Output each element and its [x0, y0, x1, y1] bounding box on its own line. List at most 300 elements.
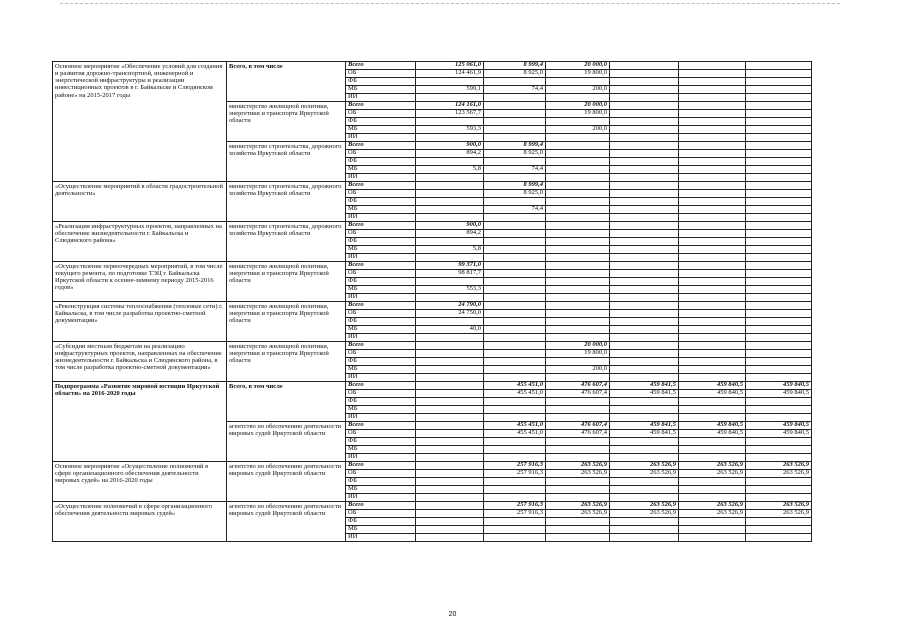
amount-cell: 263 526,9 — [546, 462, 610, 470]
amount-cell — [679, 246, 746, 254]
amount-cell — [546, 286, 610, 294]
amount-cell — [610, 398, 679, 406]
amount-cell: 263 526,9 — [546, 470, 610, 478]
amount-cell — [746, 294, 812, 302]
funding-source: ИИ — [346, 134, 416, 142]
amount-cell — [746, 406, 812, 414]
amount-cell — [746, 254, 812, 262]
funding-source: Всего — [346, 382, 416, 390]
amount-cell — [610, 246, 679, 254]
measure-name: «Осуществление мероприятий в области градостроительной деятельности» — [53, 182, 227, 222]
amount-cell: 124 161,0 — [416, 102, 484, 110]
measure-name: «Субсидии местным бюджетам на реализацию инфраструктурных проектов, направленных на обеспечение жизнедеятельности г. Байкальска и Слюдянского района, в том числе разработка проектно-сметной документации» — [53, 342, 227, 382]
amount-cell — [546, 118, 610, 126]
amount-cell — [679, 70, 746, 78]
amount-cell — [610, 334, 679, 342]
amount-cell: 8 999,4 — [484, 62, 546, 70]
amount-cell — [546, 302, 610, 310]
amount-cell — [610, 534, 679, 542]
amount-cell — [416, 366, 484, 374]
amount-cell — [679, 518, 746, 526]
amount-cell — [746, 358, 812, 366]
amount-cell — [546, 230, 610, 238]
amount-cell — [484, 118, 546, 126]
amount-cell — [546, 494, 610, 502]
amount-cell — [484, 222, 546, 230]
amount-cell — [679, 262, 746, 270]
amount-cell — [746, 310, 812, 318]
amount-cell — [679, 254, 746, 262]
amount-cell — [679, 310, 746, 318]
funding-source: ОБ — [346, 190, 416, 198]
funding-source: ИИ — [346, 454, 416, 462]
amount-cell — [746, 238, 812, 246]
amount-cell — [546, 358, 610, 366]
amount-cell: 593,3 — [416, 126, 484, 134]
amount-cell — [416, 398, 484, 406]
measure-name: Подпрограмма «Развитие мировой юстиции Иркутской области» на 2016-2020 годы — [53, 382, 227, 462]
table-row — [53, 262, 812, 270]
amount-cell — [484, 278, 546, 286]
amount-cell — [746, 454, 812, 462]
amount-cell: 263 526,9 — [746, 470, 812, 478]
amount-cell — [416, 118, 484, 126]
amount-cell — [484, 174, 546, 182]
amount-cell: 455 451,0 — [484, 422, 546, 430]
measure-name: «Реконструкция системы теплоснабжения (тепловые сети) г. Байкальска, в том числе разработка проектно-сметной документации» — [53, 302, 227, 342]
amount-cell: 263 526,9 — [679, 502, 746, 510]
amount-cell: 74,4 — [484, 206, 546, 214]
amount-cell — [610, 446, 679, 454]
amount-cell: 263 526,9 — [610, 470, 679, 478]
funding-source: МБ — [346, 246, 416, 254]
amount-cell — [546, 374, 610, 382]
funding-source: Всего — [346, 262, 416, 270]
amount-cell — [610, 158, 679, 166]
amount-cell — [746, 190, 812, 198]
amount-cell: 8 925,0 — [484, 150, 546, 158]
amount-cell — [416, 134, 484, 142]
amount-cell — [484, 518, 546, 526]
funding-source: ОБ — [346, 230, 416, 238]
funding-source: МБ — [346, 286, 416, 294]
amount-cell: 74,4 — [484, 166, 546, 174]
amount-cell — [546, 318, 610, 326]
amount-cell — [746, 222, 812, 230]
amount-cell — [746, 334, 812, 342]
amount-cell: 98 817,7 — [416, 270, 484, 278]
funding-source: ОБ — [346, 110, 416, 118]
funding-source: МБ — [346, 86, 416, 94]
amount-cell — [679, 326, 746, 334]
amount-cell — [610, 406, 679, 414]
amount-cell: 476 607,4 — [546, 390, 610, 398]
amount-cell: 900,0 — [416, 142, 484, 150]
amount-cell — [416, 414, 484, 422]
funding-source: МБ — [346, 206, 416, 214]
amount-cell — [416, 94, 484, 102]
amount-cell — [679, 486, 746, 494]
amount-cell — [484, 398, 546, 406]
amount-cell — [546, 158, 610, 166]
funding-source: МБ — [346, 446, 416, 454]
table-row — [53, 182, 812, 190]
amount-cell — [746, 278, 812, 286]
amount-cell — [610, 102, 679, 110]
amount-cell — [679, 342, 746, 350]
measure-name: «Осуществление полномочий в сфере организационного обеспечения деятельности мировых судей» — [53, 502, 227, 542]
funding-source: Всего — [346, 502, 416, 510]
amount-cell — [610, 78, 679, 86]
amount-cell — [610, 518, 679, 526]
amount-cell — [679, 126, 746, 134]
funding-source: ОБ — [346, 350, 416, 358]
funding-source: МБ — [346, 526, 416, 534]
amount-cell — [679, 414, 746, 422]
amount-cell — [746, 446, 812, 454]
amount-cell — [416, 358, 484, 366]
amount-cell — [746, 110, 812, 118]
amount-cell — [546, 222, 610, 230]
amount-cell — [416, 206, 484, 214]
amount-cell: 459 840,5 — [746, 382, 812, 390]
amount-cell — [546, 406, 610, 414]
funding-source: МБ — [346, 406, 416, 414]
amount-cell — [546, 78, 610, 86]
amount-cell — [484, 334, 546, 342]
amount-cell — [484, 270, 546, 278]
amount-cell — [484, 126, 546, 134]
amount-cell — [484, 262, 546, 270]
amount-cell — [610, 486, 679, 494]
funding-source: ФБ — [346, 438, 416, 446]
funding-source: ИИ — [346, 214, 416, 222]
amount-cell — [679, 222, 746, 230]
amount-cell — [746, 478, 812, 486]
amount-cell — [679, 238, 746, 246]
amount-cell — [746, 246, 812, 254]
amount-cell — [546, 262, 610, 270]
funding-source: МБ — [346, 126, 416, 134]
amount-cell — [484, 158, 546, 166]
amount-cell — [416, 534, 484, 542]
amount-cell — [679, 78, 746, 86]
amount-cell: 459 841,5 — [610, 430, 679, 438]
table-row — [53, 382, 812, 390]
amount-cell — [679, 438, 746, 446]
amount-cell — [679, 374, 746, 382]
amount-cell — [484, 494, 546, 502]
funding-source: ФБ — [346, 518, 416, 526]
executor-name: министерство строительства, дорожного хозяйства Иркутской области — [227, 222, 346, 262]
amount-cell — [746, 262, 812, 270]
measure-name: «Осуществление первоочередных мероприятий, в том числе текущего ремонта, по подготовке ТЭЦ г. Байкальска Иркутской области к осенне-зимнему периоду 2015-2016 годов» — [53, 262, 227, 302]
amount-cell — [484, 478, 546, 486]
amount-cell — [610, 254, 679, 262]
page-number: 20 — [448, 611, 457, 618]
amount-cell: 20 000,0 — [546, 62, 610, 70]
amount-cell — [610, 366, 679, 374]
funding-source: ИИ — [346, 374, 416, 382]
amount-cell — [746, 78, 812, 86]
executor-name: агентство по обеспечению деятельности мировых судей Иркутской области — [227, 502, 346, 542]
funding-source: ФБ — [346, 358, 416, 366]
funding-source: ФБ — [346, 318, 416, 326]
amount-cell — [746, 126, 812, 134]
funding-source: ФБ — [346, 78, 416, 86]
amount-cell — [610, 342, 679, 350]
amount-cell: 263 526,9 — [610, 510, 679, 518]
amount-cell — [679, 366, 746, 374]
amount-cell — [484, 454, 546, 462]
amount-cell — [484, 214, 546, 222]
amount-cell — [679, 158, 746, 166]
funding-source: МБ — [346, 366, 416, 374]
funding-source: ИИ — [346, 294, 416, 302]
amount-cell — [416, 238, 484, 246]
amount-cell: 8 999,4 — [484, 182, 546, 190]
amount-cell: 553,3 — [416, 286, 484, 294]
amount-cell: 257 916,3 — [484, 470, 546, 478]
amount-cell — [610, 110, 679, 118]
amount-cell — [610, 414, 679, 422]
amount-cell — [610, 134, 679, 142]
executor-name: Всего, в том числе — [227, 62, 346, 102]
amount-cell — [610, 438, 679, 446]
amount-cell — [679, 94, 746, 102]
amount-cell — [416, 526, 484, 534]
amount-cell — [610, 230, 679, 238]
amount-cell — [416, 446, 484, 454]
amount-cell — [610, 454, 679, 462]
amount-cell: 894,2 — [416, 150, 484, 158]
amount-cell — [484, 102, 546, 110]
amount-cell — [546, 398, 610, 406]
funding-source: ИИ — [346, 334, 416, 342]
amount-cell — [746, 534, 812, 542]
amount-cell — [679, 62, 746, 70]
amount-cell: 40,0 — [416, 326, 484, 334]
amount-cell — [679, 318, 746, 326]
amount-cell: 459 841,5 — [610, 422, 679, 430]
amount-cell — [746, 270, 812, 278]
amount-cell — [610, 310, 679, 318]
funding-source: МБ — [346, 166, 416, 174]
amount-cell — [679, 174, 746, 182]
table-row — [53, 502, 812, 510]
funding-source: ИИ — [346, 94, 416, 102]
amount-cell — [546, 446, 610, 454]
amount-cell — [416, 430, 484, 438]
funding-source: ОБ — [346, 390, 416, 398]
amount-cell: 459 840,5 — [746, 390, 812, 398]
amount-cell: 257 916,3 — [484, 462, 546, 470]
amount-cell — [546, 166, 610, 174]
amount-cell: 19 800,0 — [546, 350, 610, 358]
amount-cell — [746, 206, 812, 214]
amount-cell — [484, 302, 546, 310]
amount-cell — [746, 174, 812, 182]
amount-cell — [679, 206, 746, 214]
amount-cell — [746, 214, 812, 222]
amount-cell — [546, 174, 610, 182]
executor-name: министерство жилищной политики, энергетики и транспорта Иркутской области — [227, 342, 346, 382]
amount-cell — [679, 118, 746, 126]
scan-top-edge — [60, 3, 840, 5]
amount-cell — [416, 382, 484, 390]
amount-cell: 24 790,0 — [416, 302, 484, 310]
amount-cell — [679, 358, 746, 366]
funding-source: ФБ — [346, 278, 416, 286]
amount-cell — [610, 262, 679, 270]
amount-cell — [746, 518, 812, 526]
funding-source: Всего — [346, 422, 416, 430]
amount-cell — [416, 174, 484, 182]
amount-cell — [546, 326, 610, 334]
amount-cell — [484, 342, 546, 350]
amount-cell — [416, 478, 484, 486]
amount-cell — [679, 302, 746, 310]
amount-cell: 257 916,3 — [484, 510, 546, 518]
amount-cell — [484, 534, 546, 542]
executor-name: министерство жилищной политики, энергетики и транспорта Иркутской области — [227, 302, 346, 342]
amount-cell — [416, 438, 484, 446]
funding-source: ФБ — [346, 198, 416, 206]
amount-cell — [484, 318, 546, 326]
amount-cell — [679, 110, 746, 118]
amount-cell: 8 999,4 — [484, 142, 546, 150]
amount-cell: 263 526,9 — [546, 510, 610, 518]
amount-cell: 263 526,9 — [679, 470, 746, 478]
amount-cell — [746, 182, 812, 190]
amount-cell — [416, 494, 484, 502]
table-row — [53, 342, 812, 350]
amount-cell — [416, 182, 484, 190]
amount-cell: 459 841,5 — [610, 390, 679, 398]
amount-cell — [679, 534, 746, 542]
amount-cell — [546, 534, 610, 542]
amount-cell: 99 371,0 — [416, 262, 484, 270]
executor-name: министерство строительства, дорожного хозяйства Иркутской области — [227, 182, 346, 222]
amount-cell — [746, 134, 812, 142]
amount-cell — [679, 134, 746, 142]
amount-cell: 894,2 — [416, 230, 484, 238]
amount-cell: 476 607,4 — [546, 430, 610, 438]
amount-cell: 263 526,9 — [679, 510, 746, 518]
table-row — [53, 62, 812, 70]
amount-cell — [746, 326, 812, 334]
amount-cell: 459 840,5 — [679, 382, 746, 390]
amount-cell: 8 925,0 — [484, 190, 546, 198]
amount-cell: 459 840,5 — [746, 430, 812, 438]
amount-cell — [746, 494, 812, 502]
amount-cell — [416, 518, 484, 526]
amount-cell: 900,0 — [416, 222, 484, 230]
amount-cell — [679, 86, 746, 94]
amount-cell — [610, 126, 679, 134]
amount-cell: 263 526,9 — [746, 502, 812, 510]
amount-cell — [416, 318, 484, 326]
amount-cell — [746, 118, 812, 126]
funding-source: ИИ — [346, 534, 416, 542]
funding-source: ФБ — [346, 158, 416, 166]
amount-cell — [416, 342, 484, 350]
amount-cell: 20 000,0 — [546, 342, 610, 350]
amount-cell — [416, 190, 484, 198]
amount-cell: 263 526,9 — [546, 502, 610, 510]
funding-source: ОБ — [346, 310, 416, 318]
funding-source: ОБ — [346, 510, 416, 518]
amount-cell — [416, 422, 484, 430]
amount-cell — [416, 502, 484, 510]
amount-cell: 599,1 — [416, 86, 484, 94]
amount-cell — [746, 486, 812, 494]
amount-cell — [484, 286, 546, 294]
amount-cell — [746, 398, 812, 406]
amount-cell — [546, 526, 610, 534]
measure-name: «Реализация инфраструктурных проектов, направленных на обеспечение жизнедеятельности г. Байкальска и Слюдянского района» — [53, 222, 227, 262]
executor-name: агентство по обеспечению деятельности мировых судей Иркутской области — [227, 422, 346, 462]
executor-name: министерство строительства, дорожного хозяйства Иркутской области — [227, 142, 346, 182]
funding-source: ИИ — [346, 494, 416, 502]
amount-cell — [610, 222, 679, 230]
amount-cell — [746, 414, 812, 422]
amount-cell — [679, 494, 746, 502]
amount-cell — [746, 86, 812, 94]
amount-cell — [416, 254, 484, 262]
amount-cell — [416, 470, 484, 478]
amount-cell: 20 000,0 — [546, 102, 610, 110]
amount-cell — [610, 286, 679, 294]
amount-cell — [484, 78, 546, 86]
amount-cell — [679, 198, 746, 206]
amount-cell — [746, 342, 812, 350]
amount-cell: 263 526,9 — [679, 462, 746, 470]
amount-cell — [679, 294, 746, 302]
amount-cell — [416, 406, 484, 414]
amount-cell — [679, 102, 746, 110]
amount-cell — [546, 254, 610, 262]
funding-source: ФБ — [346, 478, 416, 486]
funding-source: ФБ — [346, 118, 416, 126]
amount-cell — [610, 526, 679, 534]
amount-cell — [484, 230, 546, 238]
amount-cell — [746, 198, 812, 206]
amount-cell — [416, 454, 484, 462]
amount-cell — [746, 94, 812, 102]
amount-cell — [679, 230, 746, 238]
amount-cell — [416, 78, 484, 86]
table-row — [53, 462, 812, 470]
amount-cell — [416, 510, 484, 518]
amount-cell — [546, 438, 610, 446]
funding-source: ФБ — [346, 398, 416, 406]
amount-cell: 263 526,9 — [610, 502, 679, 510]
amount-cell — [610, 270, 679, 278]
amount-cell — [746, 318, 812, 326]
amount-cell — [679, 190, 746, 198]
amount-cell — [484, 254, 546, 262]
funding-source: ОБ — [346, 70, 416, 78]
amount-cell — [484, 110, 546, 118]
funding-source: МБ — [346, 486, 416, 494]
amount-cell — [610, 374, 679, 382]
amount-cell — [679, 150, 746, 158]
amount-cell — [546, 518, 610, 526]
amount-cell: 5,8 — [416, 246, 484, 254]
amount-cell: 263 526,9 — [610, 462, 679, 470]
amount-cell: 200,0 — [546, 126, 610, 134]
